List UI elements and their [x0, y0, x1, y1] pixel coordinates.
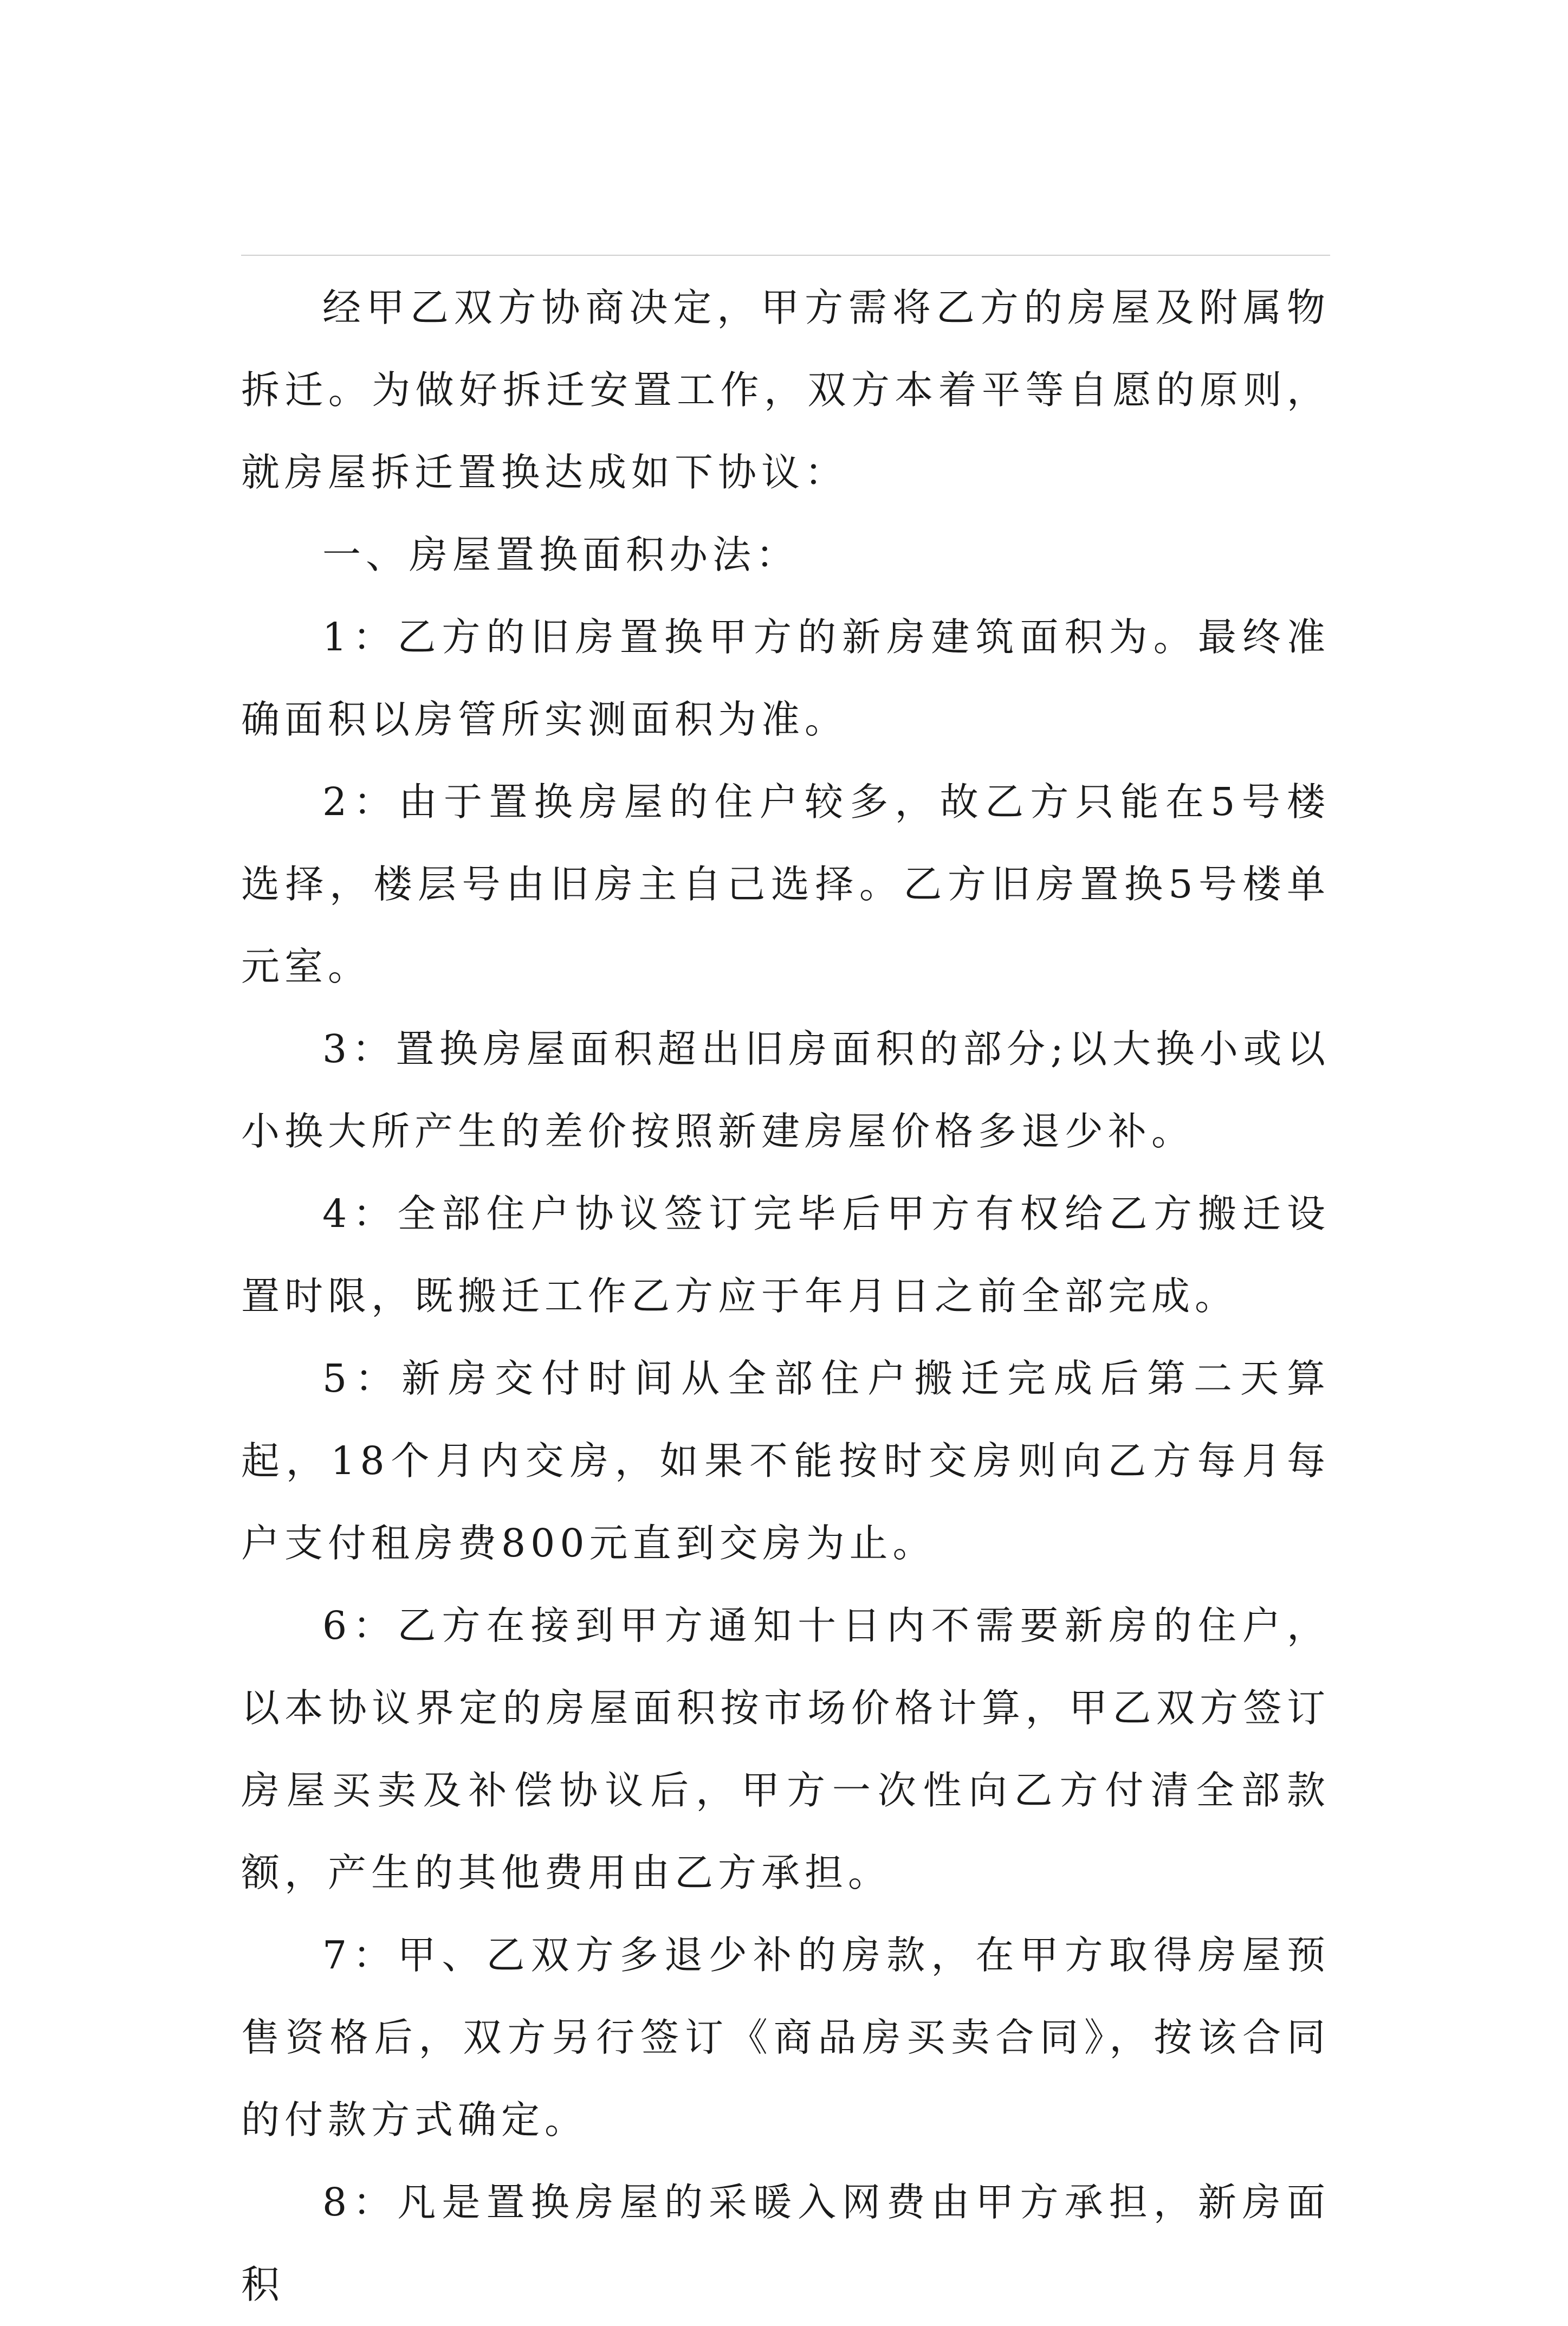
- clause-5: 5：新房交付时间从全部住户搬迁完成后第二天算起，18个月内交房，如果不能按时交房则向乙方每月每户支付租房费800元直到交房为止。: [241, 1356, 1330, 1566]
- section-heading-area-method: 一、房屋置换面积办法：: [322, 532, 800, 577]
- clause-1: 1：乙方的旧房置换甲方的新房建筑面积为。最终准确面积以房管所实测面积为准。: [241, 615, 1330, 742]
- clause-8: 8：凡是置换房屋的采暖入网费由甲方承担，新房面积: [241, 2180, 1330, 2307]
- paragraph-intro: 经甲乙双方协商决定，甲方需将乙方的房屋及附属物拆迁。为做好拆迁安置工作，双方本着平等自愿的原则，就房屋拆迁置换达成如下协议：: [241, 285, 1330, 495]
- clause-3: 3：置换房屋面积超出旧房面积的部分;以大换小或以小换大所产生的差价按照新建房屋价格多退少补。: [241, 1026, 1330, 1154]
- document-body: [241, 267, 1330, 2326]
- clause-2: 2：由于置换房屋的住户较多，故乙方只能在5号楼选择，楼层号由旧房主自己选择。乙方旧房置换5号楼单元室。: [241, 779, 1330, 989]
- clause-6: 6：乙方在接到甲方通知十日内不需要新房的住户，以本协议界定的房屋面积按市场价格计算，甲乙双方签订房屋买卖及补偿协议后，甲方一次性向乙方付清全部款额，产生的其他费用由乙方承担。: [241, 1603, 1330, 1895]
- header-rule: [241, 255, 1330, 256]
- clause-4: 4：全部住户协议签订完毕后甲方有权给乙方搬迁设置时限，既搬迁工作乙方应于年月日之前全部完成。: [241, 1191, 1330, 1319]
- clause-7: 7：甲、乙双方多退少补的房款，在甲方取得房屋预售资格后，双方另行签订《商品房买卖合同》，按该合同的付款方式确定。: [241, 1933, 1330, 2142]
